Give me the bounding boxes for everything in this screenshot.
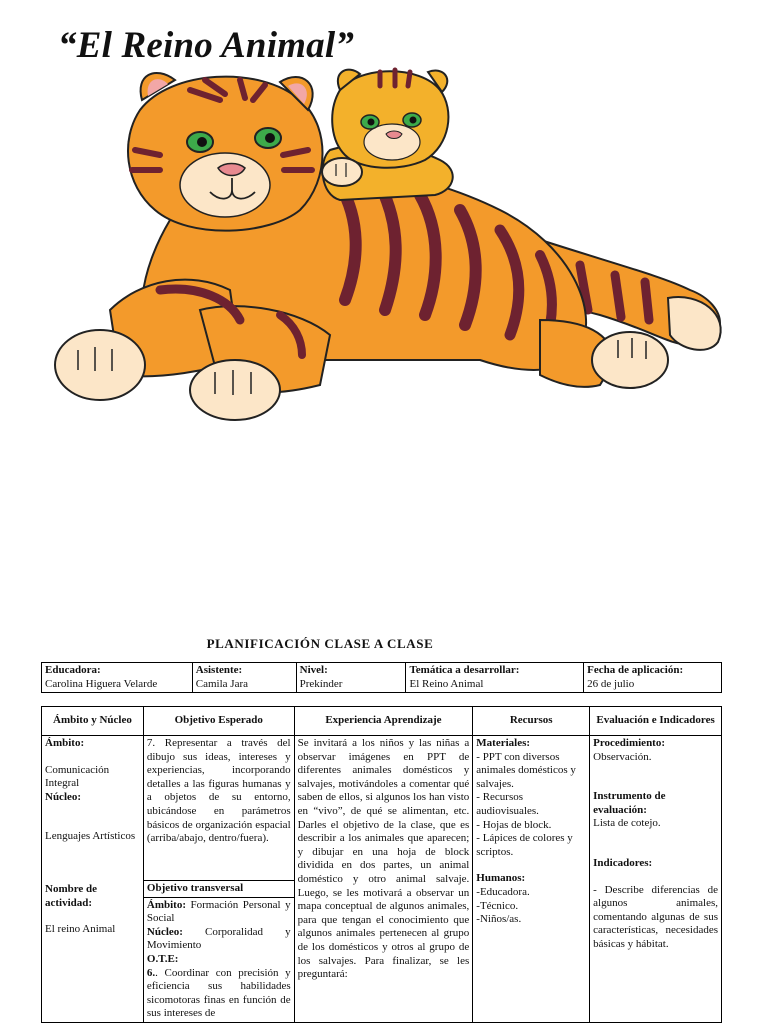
humano-item: -Técnico. bbox=[476, 899, 519, 912]
header-evaluacion: Evaluación e Indicadores bbox=[590, 707, 722, 736]
fecha-label: Fecha de aplicación: bbox=[587, 664, 684, 676]
transversal-nucleo-label: Núcleo: bbox=[146, 925, 183, 938]
ambito-label: Ámbito: bbox=[45, 737, 85, 749]
educadora-label: Educadora: bbox=[45, 664, 101, 676]
header-objetivo: Objetivo Esperado bbox=[143, 707, 294, 736]
header-experiencia: Experiencia Aprendizaje bbox=[294, 707, 473, 736]
tiger-cub bbox=[322, 70, 453, 200]
indicadores-label: Indicadores: bbox=[593, 856, 653, 869]
material-item: - Recursos audiovisuales. bbox=[476, 791, 539, 817]
educadora-value: Carolina Higuera Velarde bbox=[45, 677, 158, 690]
nombre-actividad-label: Nombre de actividad: bbox=[45, 882, 98, 909]
ote-label: O.T.E: bbox=[146, 952, 179, 965]
ambito-cell bbox=[42, 736, 144, 1023]
tematica-cell bbox=[406, 663, 584, 693]
humano-item: -Educadora. bbox=[476, 885, 530, 898]
document-title: “El Reino Animal” bbox=[58, 25, 355, 66]
transversal-ambito-value: Formación Personal y Social bbox=[146, 898, 291, 925]
nucleo-label: Núcleo: bbox=[45, 790, 82, 803]
nivel-value: Prekínder bbox=[299, 677, 343, 690]
material-item: - Hojas de block. bbox=[476, 818, 552, 831]
fecha-value: 26 de julio bbox=[587, 677, 635, 690]
asistente-value: Camila Jara bbox=[195, 677, 248, 690]
asistente-label: Asistente: bbox=[195, 664, 243, 676]
fecha-cell bbox=[584, 663, 722, 693]
procedimiento-value: Observación. bbox=[593, 750, 652, 763]
recursos-cell bbox=[473, 736, 590, 1023]
humanos-label: Humanos: bbox=[476, 872, 526, 885]
nucleo-value: Lenguajes Artísticos bbox=[45, 830, 136, 843]
tiger-illustration bbox=[40, 60, 730, 430]
nombre-actividad-value: El reino Animal bbox=[45, 923, 116, 936]
header-ambito: Ámbito y Núcleo bbox=[42, 707, 144, 736]
asistente-cell bbox=[192, 663, 296, 693]
planning-heading: PLANIFICACIÓN CLASE A CLASE bbox=[206, 636, 434, 651]
ote-text: . Coordinar con precisión y eficiencia sus habilidades sicomotoras finas en función de sus intereses de bbox=[146, 966, 291, 1020]
nivel-cell bbox=[296, 663, 406, 693]
material-item: - Lápices de colores y scriptos. bbox=[476, 832, 573, 858]
transversal-ambito-label: Ámbito: bbox=[146, 898, 186, 911]
instrumento-value: Lista de cotejo. bbox=[593, 817, 661, 830]
materiales-label: Materiales: bbox=[476, 737, 531, 749]
header-recursos: Recursos bbox=[473, 707, 590, 736]
info-table bbox=[41, 662, 722, 693]
indicadores-value: - Describe diferencias de algunos animales, comentando algunas de sus características, necesidades básicas y hábitat. bbox=[593, 883, 718, 950]
ote-number: 6. bbox=[146, 966, 156, 979]
procedimiento-label: Procedimiento: bbox=[593, 737, 666, 749]
instrumento-label: Instrumento de evaluación: bbox=[593, 790, 666, 816]
planning-table bbox=[41, 706, 722, 1023]
evaluacion-cell bbox=[590, 736, 722, 1023]
transversal-title: Objetivo transversal bbox=[144, 881, 294, 898]
educadora-cell bbox=[42, 663, 193, 693]
transversal-nucleo-value: Corporalidad y Movimiento bbox=[146, 925, 291, 952]
experiencia-cell: Se invitará a los niños y las niñas a observar imágenes en PPT de diferentes animales domésticos y salvajes, motivándoles a comentar qué saben de ellos, si algunos los han visto en “vivo”, de qué se alimentan, etc. Darles el objetivo de la clase, que es describir a los animales que aparecen; y dibujar en una hoja de block dividida en dos partes, un animal doméstico y otro animal salvaje. Luego, se les motivará a observar un mapa conceptual de algunos animales, para que tengan el conocimiento que algunos animales pertenecen al grupo de los domésticos y otros al grupo de los salvajes. Para finalizar, se les preguntará: bbox=[294, 736, 473, 1023]
objetivo-cell: 7. Representar a través del dibujo sus ideas, intereses y experiencias, incorporando detalles a las figuras humanas y a objetos de su entorno, ubicándose en parámetros básicos de organización espacial (arriba/abajo, dentro/fuera). bbox=[143, 736, 294, 881]
humano-item: -Niños/as. bbox=[476, 913, 522, 926]
ambito-value: Comunicación Integral bbox=[45, 763, 110, 790]
tematica-value: El Reino Animal bbox=[409, 677, 484, 690]
material-item: - PPT con diversos animales domésticos y salvajes. bbox=[476, 750, 576, 790]
transversal-cell bbox=[143, 881, 294, 1023]
nivel-label: Nivel: bbox=[299, 664, 328, 676]
tematica-label: Temática a desarrollar: bbox=[409, 664, 520, 676]
